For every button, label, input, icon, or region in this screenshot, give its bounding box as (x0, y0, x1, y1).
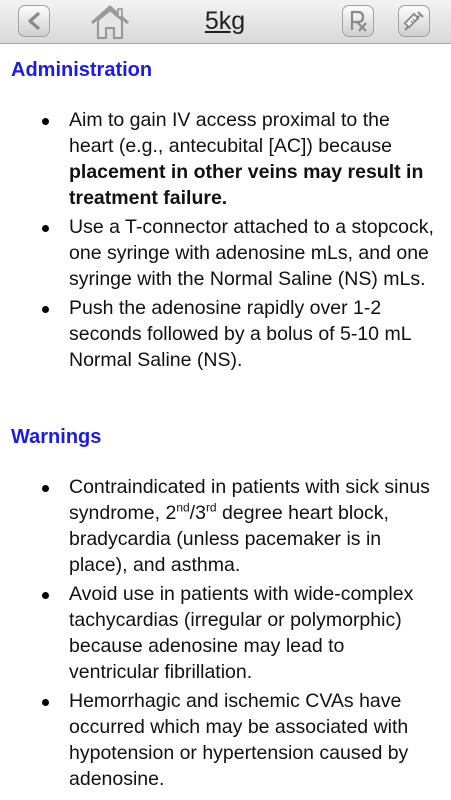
rx-button[interactable] (342, 5, 374, 37)
syringe-button[interactable] (398, 5, 430, 37)
bullet-icon (42, 306, 49, 313)
list-item (0, 474, 451, 578)
warnings-item-1-text: Contraindicated in patients with sick sinus syndrome, 2 (69, 476, 430, 524)
ordinal-suffix: nd (176, 500, 190, 515)
bullet-icon (42, 699, 49, 706)
warnings-heading: Warnings (11, 426, 102, 448)
rx-icon (342, 5, 374, 37)
syringe-icon (398, 5, 430, 37)
patient-weight-label[interactable]: 5kg (204, 7, 246, 35)
administration-list (0, 107, 451, 373)
back-arrow-icon (18, 5, 50, 37)
list-item (0, 688, 451, 792)
list-item (0, 107, 451, 211)
administration-item-1-bold: placement in other veins may result in treatment failure. (69, 161, 424, 209)
warnings-item-3-text: Hemorrhagic and ischemic CVAs have occurred which may be associated with hypotension or hypertension caused by adenosine. (69, 690, 409, 790)
administration-item-1-text: Aim to gain IV access proximal to the heart (e.g., antecubital [AC]) because (69, 109, 393, 157)
back-button[interactable] (18, 5, 50, 37)
list-item (0, 214, 451, 292)
administration-item-3-text: Push the adenosine rapidly over 1-2 seconds followed by a bolus of 5-10 mL Normal Saline (NS). (69, 297, 411, 371)
home-button[interactable] (88, 3, 132, 41)
ordinal-suffix: rd (205, 500, 217, 515)
list-item (0, 295, 451, 373)
administration-item-2-text: Use a T-connector attached to a stopcock, one syringe with adenosine mLs, and one syringe with the Normal Saline (NS) mLs. (69, 216, 434, 290)
top-toolbar (0, 0, 451, 44)
warnings-item-2-text: Avoid use in patients with wide-complex tachycardias (irregular or polymorphic) because adenosine may lead to ventricular fibrillation. (69, 583, 414, 683)
bullet-icon (42, 485, 49, 492)
warnings-item-1-text: degree heart block, bradycardia (unless pacemaker is in place), and asthma. (69, 502, 389, 576)
administration-heading: Administration (11, 59, 153, 81)
warnings-item-1-text: /3 (189, 502, 206, 524)
bullet-icon (42, 592, 49, 599)
bullet-icon (42, 118, 49, 125)
warnings-list (0, 474, 451, 792)
list-item (0, 581, 451, 685)
bullet-icon (42, 225, 49, 232)
home-icon (88, 3, 132, 41)
